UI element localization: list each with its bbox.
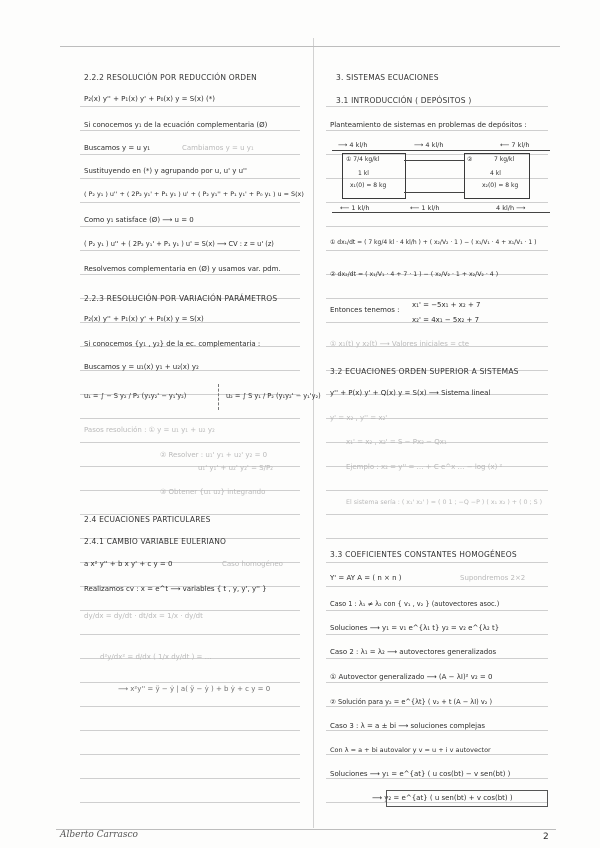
ruled-line	[326, 610, 548, 611]
text-line: Sustituyendo en (*) y agrupando por u, u' y u''	[84, 167, 247, 175]
formula-u1: u₁ = ∫ − S y₂ / P₂ (y₁y₂' − y₁'y₂)	[84, 392, 187, 400]
ruled-line	[80, 802, 300, 803]
text-line: Entonces tenemos :	[330, 306, 400, 314]
faint-note: Cambiamos y = u y₁	[182, 144, 254, 152]
text-line: Como y₁ satisface (Ø) ⟶ u = 0	[84, 216, 194, 224]
faint-note: x₁' = x₂ , x₂' = S − Px₂ − Qx₁	[346, 438, 447, 446]
ruled-line	[80, 634, 300, 635]
faint-note: ③ Obtener {u₁ u₂} integrando	[160, 488, 266, 496]
faint-note: y' = x₂ , y'' = x₂'	[330, 414, 388, 422]
faint-note: u₁' y₁' + u₂' y₂' = S/P₂	[198, 464, 273, 472]
faint-note: El sistema sería : ( x₁' x₂' ) = ( 0 1 ; −Q −P ) ( x₁ x₂ ) + ( 0 ; S )	[346, 499, 543, 506]
ruled-line	[80, 250, 300, 251]
ruled-line	[80, 130, 300, 131]
faint-note: ① x₁(t) y x₂(t) ⟶ Valores iniciales = cte	[330, 340, 470, 348]
ruled-line	[80, 778, 300, 779]
formula-separator	[218, 384, 219, 410]
ruled-line	[326, 658, 548, 659]
equation-line: ( P₂ y₁ ) u'' + ( 2P₂ y₁' + P₁ y₁ ) u' = S(x) ⟶ CV : z = u' (z)	[84, 240, 274, 248]
case-3: Caso 3 : λ = a ± bi ⟶ soluciones complejas	[330, 722, 486, 730]
ruled-line	[80, 418, 300, 419]
case-1: Caso 1 : λ₁ ≠ λ₂ con { v₁ , v₂ } (autovectores asoc.)	[330, 600, 500, 608]
section-heading-2-4: 2.4 ECUACIONES PARTICULARES	[84, 515, 211, 524]
text-line: Planteamiento de sistemas en problemas de depósitos :	[330, 121, 527, 129]
tank-2-initial: x₂(0) = 8 kg	[482, 182, 519, 189]
text-line: Realizamos cv : x = e^t ⟶ variables { t , y, y', y'' }	[84, 585, 267, 593]
subsection-heading-2-4-1: 2.4.1 CAMBIO VARIABLE EULERIANO	[84, 537, 227, 546]
system-eq-1: x₁' = −5x₁ + x₂ + 7	[412, 301, 481, 309]
column-divider	[313, 38, 314, 828]
ruled-line	[80, 706, 300, 707]
text-line: Buscamos y = u y₁	[84, 144, 151, 152]
ruled-line	[326, 586, 548, 587]
section-heading-3: 3. SISTEMAS ECUACIONES	[336, 73, 439, 82]
faint-note: Ejemplo : x₂ = y'' = … + C e^x … − log (x) ²	[346, 463, 503, 471]
case-2: Caso 2 : λ₁ = λ₂ ⟶ autovectores generalizados	[330, 648, 497, 656]
equation-3-3: Y' = AY A = ( n × n )	[330, 574, 402, 582]
case-2-step-2: ② Solución para y₂ = e^{λt} ( v₂ + t (A − λI) v₂ )	[330, 698, 493, 706]
section-heading-3-3: 3.3 COEFICIENTES CONSTANTES HOMOGÉNEOS	[330, 550, 517, 559]
connecting-pipe	[404, 192, 464, 193]
tank-1-label: ① 7/4 kg/kl	[346, 156, 380, 163]
tank-2-concentration: 7 kg/kl	[494, 156, 515, 163]
equation-3-2: y'' + P(x) y' + Q(x) y = S(x) ⟶ Sistema lineal	[330, 389, 491, 397]
system-eq-2: x₂' = 4x₁ − 5x₂ + 7	[412, 316, 480, 324]
ruled-line	[80, 226, 300, 227]
ruled-line	[80, 610, 300, 611]
ruled-line	[326, 298, 548, 299]
page-number: 2	[543, 832, 549, 842]
tank-2-volume: 4 kl	[490, 170, 501, 177]
ruled-line	[80, 442, 300, 443]
text-line: Resolvemos complementaria en (Ø) y usamos var. pdm.	[84, 265, 281, 273]
case-1-solutions: Soluciones ⟶ y₁ = v₁ e^{λ₁ t} y₂ = v₂ e^{λ₂ t}	[330, 624, 500, 632]
flow-label: ⟶ 4 kl/h	[414, 141, 444, 149]
ruled-line	[326, 538, 548, 539]
derived-equation: ⟶ x²y'' = ÿ − ẏ | a( ÿ − ẏ ) + b ẏ + c y = 0	[118, 685, 271, 693]
faint-note: Pasos resolución : ① y = u₁ y₁ + u₂ y₂	[84, 426, 215, 434]
ruled-line	[326, 226, 548, 227]
equation-tank-1: ① dx₁/dt = ( 7 kg/4 kl · 4 kl/h ) + ( x₂/V₂ · 1 ) − ( x₁/V₁ · 4 + x₁/V₁ · 1 )	[330, 239, 537, 246]
case-3-solution-2: ⟶ y₂ = e^{at} ( u sen(bt) + v cos(bt) )	[372, 794, 513, 802]
faint-note: dy/dx = dy/dt · dt/dx = 1/x · dy/dt	[84, 612, 203, 620]
flow-label: ⟵ 7 kl/h	[500, 141, 530, 149]
ruled-line	[326, 250, 548, 251]
ruled-line	[80, 202, 300, 203]
ruled-line	[80, 730, 300, 731]
section-heading-2-2-2: 2.2.2 RESOLUCIÓN POR REDUCCIÓN ORDEN	[84, 73, 257, 82]
flow-label: ⟵ 1 kl/h	[340, 204, 370, 212]
ruled-line	[326, 106, 548, 107]
faint-note: Caso homogéneo	[222, 560, 283, 568]
section-heading-3-2: 3.2 ECUACIONES ORDEN SUPERIOR A SISTEMAS	[330, 367, 519, 376]
ruled-line	[80, 754, 300, 755]
ruled-line	[80, 682, 300, 683]
tank-1-initial: x₁(0) = 8 kg	[350, 182, 387, 189]
text-line: Si conocemos y₁ de la ecuación complementaria (Ø)	[84, 121, 268, 129]
faint-note: Supondremos 2×2	[460, 574, 526, 582]
formula-u2: u₂ = ∫ S y₁ / P₂ (y₁y₂' − y₁'y₂)	[226, 392, 321, 400]
ruled-line	[326, 682, 548, 683]
author-signature: Alberto Carrasco	[60, 830, 138, 840]
boxed-result	[386, 790, 548, 807]
flow-label: 4 kl/h ⟶	[496, 204, 526, 212]
ruled-line	[326, 634, 548, 635]
flow-label: ⟶ 4 kl/h	[338, 141, 368, 149]
ruled-line	[326, 562, 548, 563]
ruled-line	[80, 106, 300, 107]
ruled-line	[326, 130, 548, 131]
case-3-solution-1: Soluciones ⟶ y₁ = e^{at} ( u cos(bt) − v sen(bt) )	[330, 770, 511, 778]
top-margin-line	[60, 46, 560, 47]
connecting-pipe	[404, 160, 464, 161]
ruled-line	[80, 274, 300, 275]
equation-2-2-3: P₂(x) y'' + P₁(x) y' + P₀(x) y = S(x)	[84, 315, 204, 323]
text-line: Si conocemos {y₁ , y₂} de la ec. complementaria :	[84, 340, 261, 348]
ruled-line	[80, 178, 300, 179]
faint-note: d²y/dx² = d/dx ( 1/x dy/dt ) = …	[100, 653, 212, 661]
section-heading-2-2-3: 2.2.3 RESOLUCIÓN POR VARIACIÓN PARÁMETROS	[84, 294, 278, 303]
diagram-top-pipe	[332, 150, 550, 151]
ruled-line	[80, 154, 300, 155]
ruled-line	[326, 490, 548, 491]
case-2-step-1: ① Autovector generalizado ⟶ (A − λI)² v₂ = 0	[330, 673, 493, 681]
subsection-heading-3-1: 3.1 INTRODUCCIÓN ( DEPÓSITOS )	[336, 96, 472, 105]
equation-euler: a x² y'' + b x y' + c y = 0	[84, 560, 173, 568]
text-line: Buscamos y = u₁(x) y₁ + u₂(x) y₂	[84, 363, 199, 371]
equation-tank-2: ② dx₂/dt = ( x₁/V₁ · 4 + 7 · 1 ) − ( x₂/V₂ · 1 + x₂/V₂ · 4 )	[330, 271, 499, 278]
flow-label: ⟵ 1 kl/h	[410, 204, 440, 212]
faint-note: ② Resolver : u₁' y₁ + u₂' y₂ = 0	[160, 451, 268, 459]
ruled-line	[326, 514, 548, 515]
equation-line: ( P₂ y₁ ) u'' + ( 2P₂ y₁' + P₁ y₁ ) u' + ( P₂ y₁'' + P₁ y₁' + P₀ y₁ ) u = S(x)	[84, 190, 304, 198]
ruled-line	[326, 202, 548, 203]
tank-1-volume: 1 kl	[358, 170, 369, 177]
tank-2-number: ②	[467, 156, 473, 163]
case-3-definition: Con λ = a + bi autovalor y v = u + i v autovector	[330, 746, 491, 754]
equation-2-2-2: P₂(x) y'' + P₁(x) y' + P₀(x) y = S(x) (*)	[84, 95, 215, 103]
